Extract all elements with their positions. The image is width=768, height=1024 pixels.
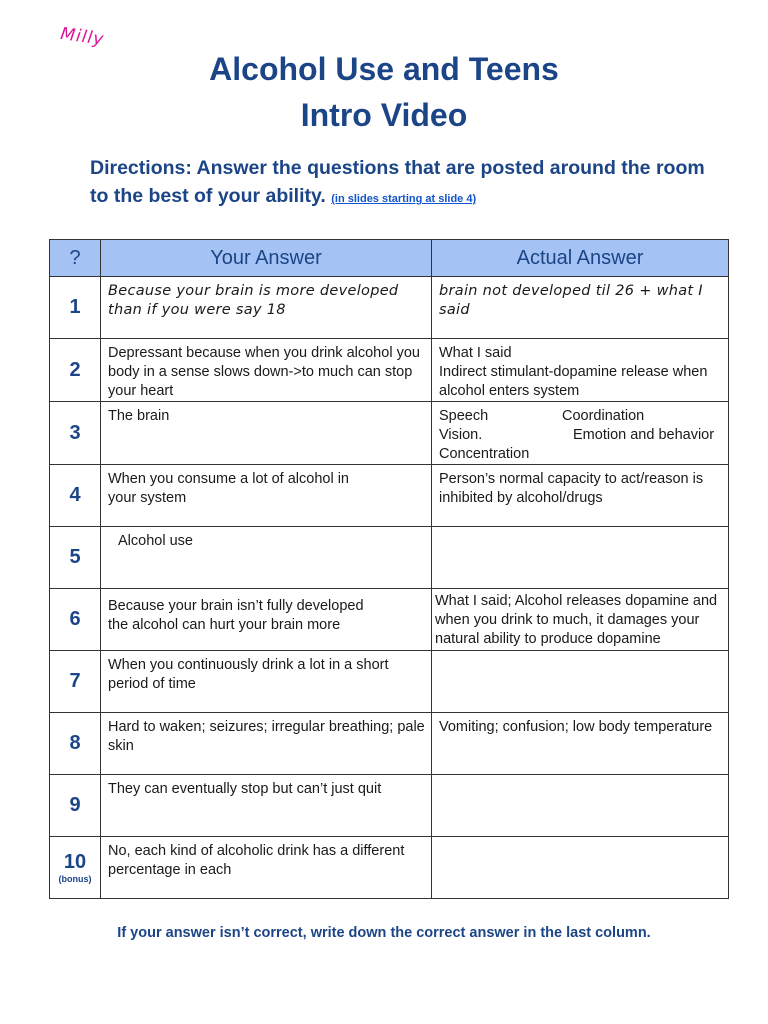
actual-answer-cell[interactable]: Vomiting; confusion; low body temperature xyxy=(432,713,729,775)
actual-answer-item: Speech xyxy=(439,408,489,424)
your-answer-text: Alcohol use xyxy=(118,533,193,549)
answers-table xyxy=(49,239,729,899)
question-number: 3 xyxy=(50,402,101,465)
header-question-number: ? xyxy=(50,240,101,277)
your-answer-cell[interactable]: They can eventually stop but can’t just quit xyxy=(101,775,432,837)
actual-answer-cell[interactable] xyxy=(432,527,729,589)
question-number: 7 xyxy=(50,651,101,713)
your-answer-cell[interactable]: The brain xyxy=(101,402,432,465)
your-answer-cell[interactable]: When you continuously drink a lot in a short period of time xyxy=(101,651,432,713)
bonus-label: (bonus) xyxy=(58,874,92,884)
your-answer-cell[interactable] xyxy=(101,527,432,589)
question-number: 9 xyxy=(50,775,101,837)
actual-answer-line: What I said xyxy=(439,345,512,361)
table-header-row xyxy=(50,240,729,277)
footer-note: If your answer isn’t correct, write down the correct answer in the last column. xyxy=(117,925,651,941)
actual-answer-cell[interactable] xyxy=(432,339,729,402)
question-number: 6 xyxy=(50,589,101,651)
actual-answer-item: Concentration xyxy=(439,446,530,462)
header-your-answer: Your Answer xyxy=(101,240,432,277)
actual-answer-cell[interactable] xyxy=(432,402,729,465)
table-row xyxy=(50,775,729,837)
table-row xyxy=(50,651,729,713)
question-number: 5 xyxy=(50,527,101,589)
actual-answer-list xyxy=(439,407,722,464)
question-number: 8 xyxy=(50,713,101,775)
table-row xyxy=(50,589,729,651)
table-row xyxy=(50,713,729,775)
table-row xyxy=(50,837,729,899)
slides-link[interactable]: (in slides starting at slide 4) xyxy=(331,193,477,205)
actual-answer-cell[interactable]: brain not developed til 26 + what I said xyxy=(432,277,729,339)
table-row xyxy=(50,339,729,402)
question-number xyxy=(50,837,101,899)
page-title xyxy=(0,46,768,138)
table-row xyxy=(50,527,729,589)
question-number-text: 10 xyxy=(63,851,87,873)
your-answer-cell[interactable]: Because your brain isn’t fully developed the alcohol can hurt your brain more xyxy=(101,589,432,651)
header-actual-answer: Actual Answer xyxy=(432,240,729,277)
your-answer-cell[interactable]: Depressant because when you drink alcohol you body in a sense slows down->to much can stop your heart xyxy=(101,339,432,402)
actual-answer-cell[interactable]: What I said; Alcohol releases dopamine and when you drink to much, it damages your natural ability to produce dopamine xyxy=(432,589,729,651)
question-number: 2 xyxy=(50,339,101,402)
actual-answer-item: Emotion and behavior xyxy=(573,427,715,443)
page-title-line-2: Intro Video xyxy=(300,97,468,133)
actual-answer-item: Coordination xyxy=(562,408,645,424)
page-title-line-1: Alcohol Use and Teens xyxy=(209,51,559,87)
your-answer-cell[interactable]: When you consume a lot of alcohol in your system xyxy=(101,465,432,527)
actual-answer-item: Vision. xyxy=(439,427,483,443)
question-number: 1 xyxy=(50,277,101,339)
actual-answer-cell[interactable] xyxy=(432,837,729,899)
table-row xyxy=(50,402,729,465)
question-number: 4 xyxy=(50,465,101,527)
directions-text: Directions: Answer the questions that are posted around the room to the best of your ability. xyxy=(90,157,705,207)
directions xyxy=(90,154,710,213)
actual-answer-line: Indirect stimulant-dopamine release when alcohol enters system xyxy=(439,364,708,399)
your-answer-cell[interactable]: Hard to waken; seizures; irregular breathing; pale skin xyxy=(101,713,432,775)
actual-answer-cell[interactable] xyxy=(432,775,729,837)
table-row xyxy=(50,465,729,527)
your-answer-cell[interactable]: Because your brain is more developed than if you were say 18 xyxy=(101,277,432,339)
table-row xyxy=(50,277,729,339)
actual-answer-cell[interactable]: Person’s normal capacity to act/reason is inhibited by alcohol/drugs xyxy=(432,465,729,527)
actual-answer-cell[interactable] xyxy=(432,651,729,713)
handwritten-signature: Milly xyxy=(59,24,106,50)
your-answer-cell[interactable]: No, each kind of alcoholic drink has a different percentage in each xyxy=(101,837,432,899)
